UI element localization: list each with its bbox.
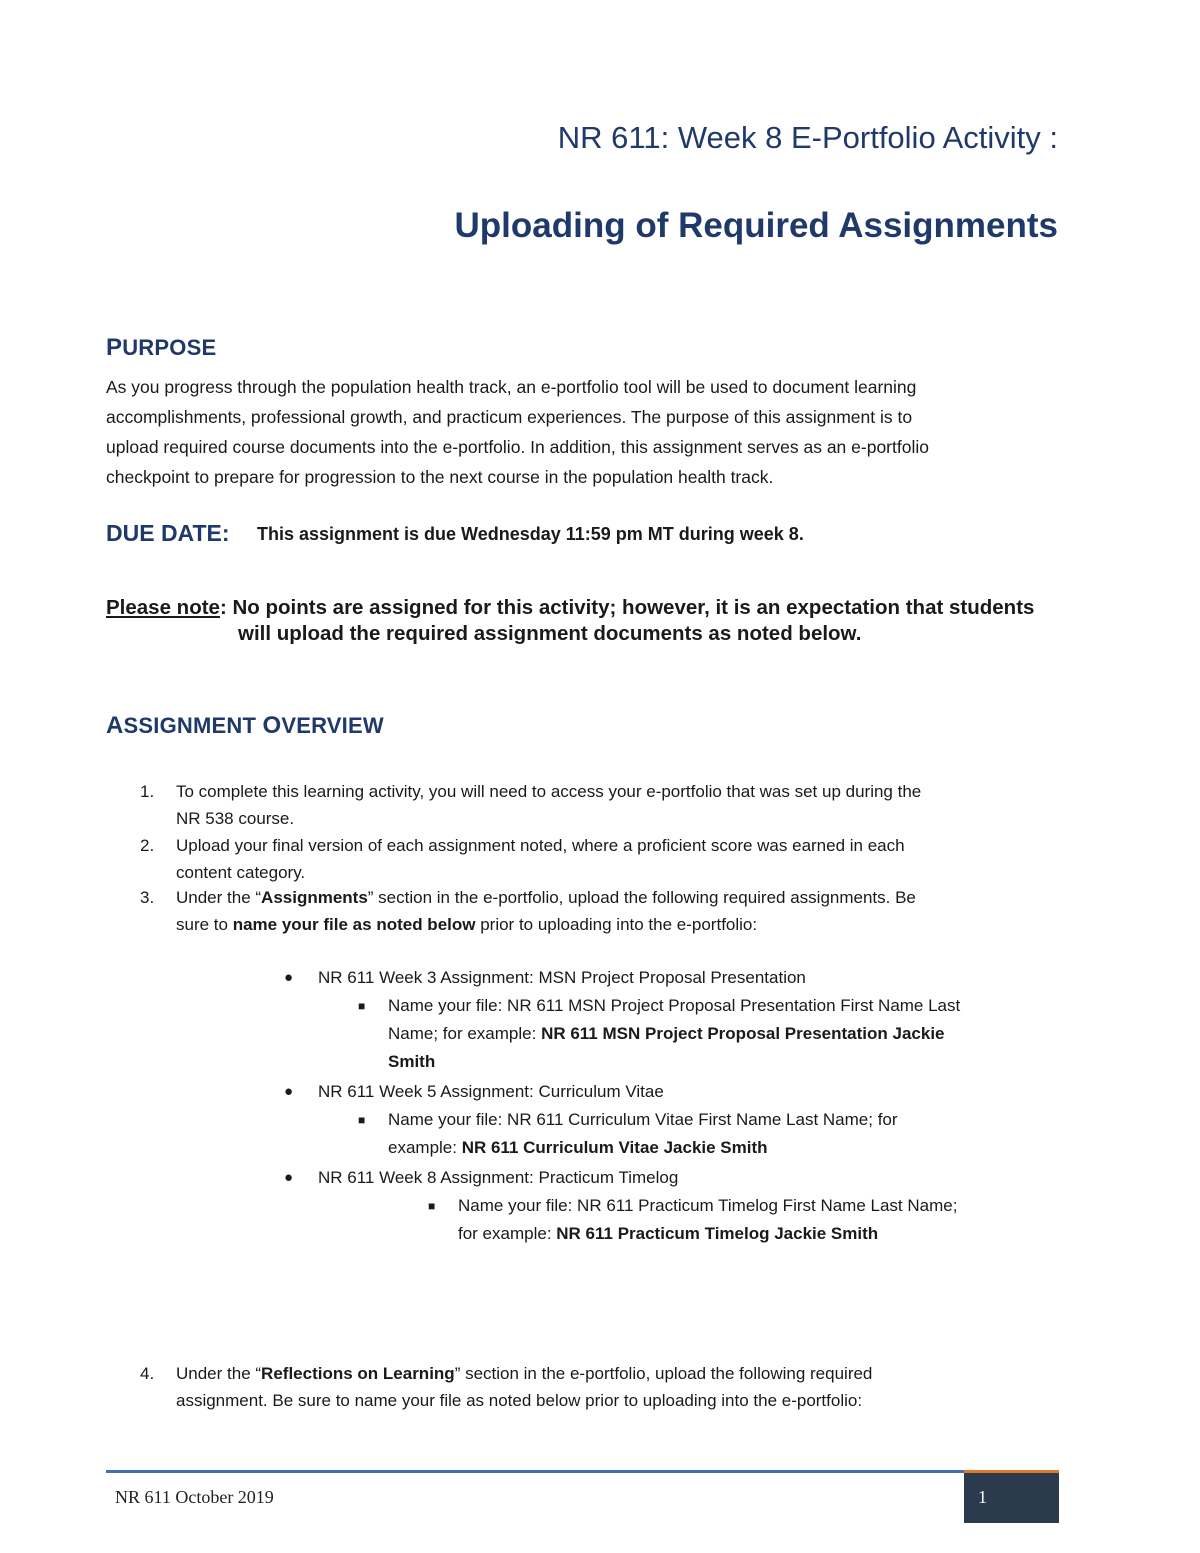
square-bullet-icon: ■ (358, 1113, 366, 1127)
overview-heading: ASSIGNMENT OVERVIEW (106, 712, 384, 739)
bullet-icon: ● (284, 969, 294, 986)
footer-divider (106, 1470, 1059, 1473)
document-title: NR 611: Week 8 E-Portfolio Activity : (557, 120, 1058, 155)
document-subtitle: Uploading of Required Assignments (454, 206, 1058, 245)
note-line-1: Please note: No points are assigned for this activity; however, it is an expectation that students (106, 596, 1035, 619)
bullet-icon: ● (284, 1083, 294, 1100)
list-item-week8-filename: ■ Name your file: NR 611 Practicum Timelog First Name Last Name; for example: NR 611 Practicum Timelog Jackie Smith (458, 1192, 1068, 1248)
note-label: Please note (106, 596, 220, 619)
purpose-line: As you progress through the population health track, an e-portfolio tool will be used to document learning (106, 377, 917, 397)
purpose-line: accomplishments, professional growth, and practicum experiences. The purpose of this assignment is to (106, 407, 913, 427)
footer-text: NR 611 October 2019 (115, 1487, 274, 1507)
purpose-line: upload required course documents into the e-portfolio. In addition, this assignment serves as an e-portfolio (106, 437, 929, 457)
square-bullet-icon: ■ (358, 999, 366, 1013)
square-bullet-icon: ■ (428, 1199, 436, 1213)
list-item-week5-filename: ■ Name your file: NR 611 Curriculum Vitae First Name Last Name; for example: NR 611 Curriculum Vitae Jackie Smith (388, 1106, 1068, 1162)
purpose-line: checkpoint to prepare for progression to the next course in the population health track. (106, 467, 774, 487)
list-item-week5: ● NR 611 Week 5 Assignment: Curriculum Vitae (318, 1078, 664, 1106)
list-item-week3: ● NR 611 Week 3 Assignment: MSN Project Proposal Presentation (318, 964, 806, 992)
list-item-week3-filename: ■ Name your file: NR 611 MSN Project Proposal Presentation First Name Last Name; for example: NR 611 MSN Project Proposal Presentation Jackie Smith (388, 992, 1068, 1076)
bullet-icon: ● (284, 1169, 294, 1186)
due-date-text: This assignment is due Wednesday 11:59 pm MT during week 8. (257, 524, 804, 544)
due-date-label: DUE DATE: (106, 520, 230, 546)
note-line-2: will upload the required assignment documents as noted below. (238, 622, 862, 645)
page-number: 1 (978, 1487, 987, 1507)
purpose-paragraph (106, 372, 1086, 492)
list-item-week8: ● NR 611 Week 8 Assignment: Practicum Timelog (318, 1164, 678, 1192)
purpose-heading: PURPOSE (106, 334, 217, 361)
